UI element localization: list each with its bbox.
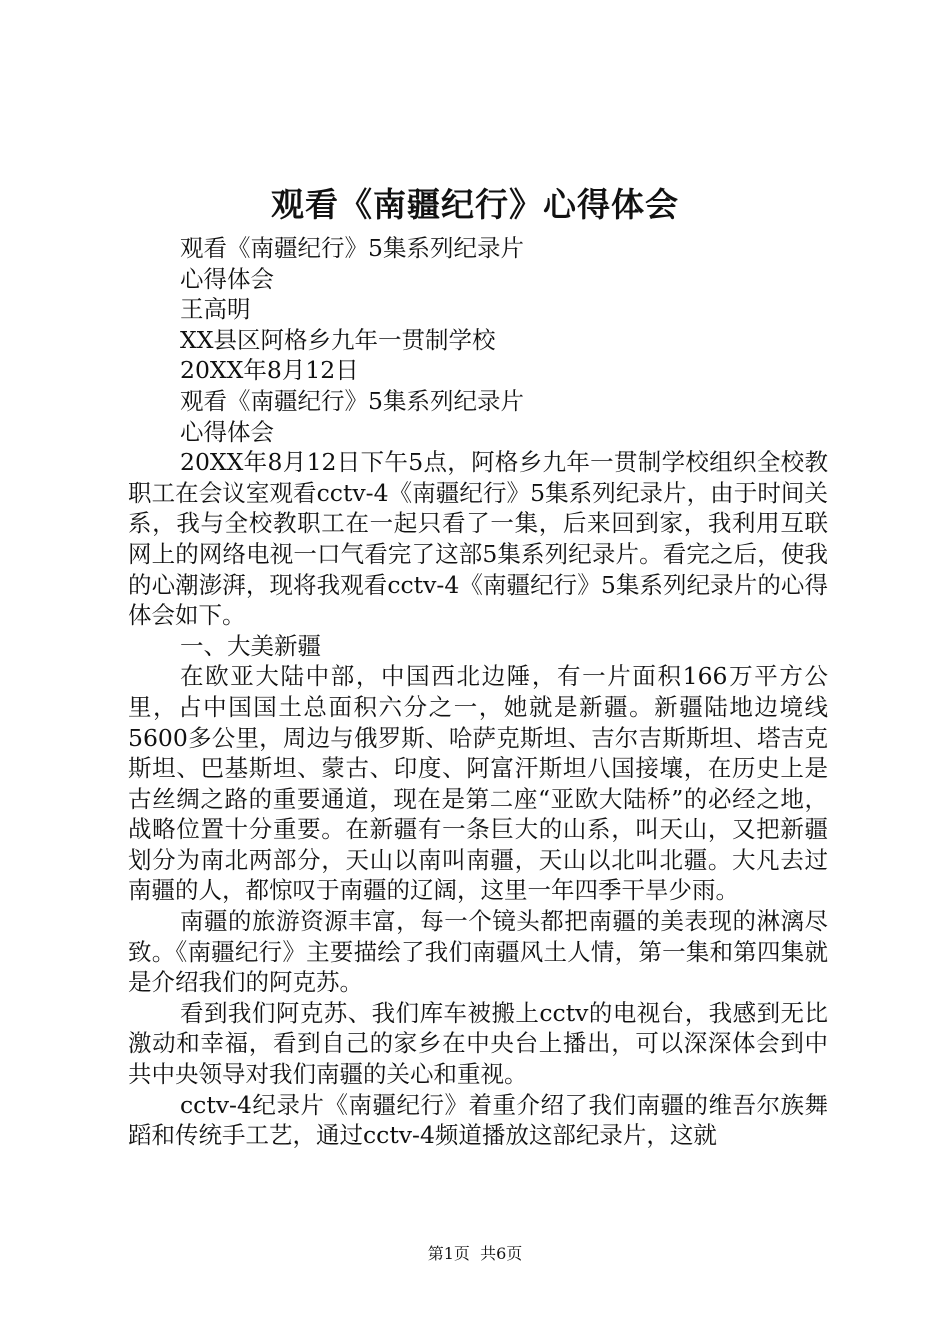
subtitle-line: 心得体会 xyxy=(180,264,274,293)
subtitle-line: 观看《南疆纪行》5集系列纪录片 xyxy=(180,234,524,262)
document-title: 观看《南疆纪行》心得体会 xyxy=(271,185,679,224)
author-line: 王高明 xyxy=(180,295,251,324)
section-heading: 一、大美新疆 xyxy=(180,631,321,660)
body-paragraph: 20XX年8月12日下午5点，阿格乡九年一贯制学校组织全校教职工在会议室观看cctv-4《南疆纪行》5集系列纪录片，由于时间关系，我与全校教职工在一起只看了一集，后来回到家，我利用互联网上的网络电视一口气看完了这部5集系列纪录片。看完之后，使我的心潮澎湃，现将我观看cctv-4《南疆纪行》5集系列纪录片的心得体会如下。 xyxy=(128,448,828,630)
page-number: 第1页 xyxy=(427,1244,470,1263)
school-line: XX县区阿格乡九年一贯制学校 xyxy=(180,325,496,354)
page-total: 共6页 xyxy=(480,1244,523,1263)
body-paragraph: cctv-4纪录片《南疆纪行》着重介绍了我们南疆的维吾尔族舞蹈和传统手工艺，通过cctv-4频道播放这部纪录片，这就 xyxy=(128,1090,828,1150)
subtitle-line: 心得体会 xyxy=(180,417,274,446)
subtitle-line: 观看《南疆纪行》5集系列纪录片 xyxy=(180,386,524,415)
document-body xyxy=(128,233,828,1151)
body-paragraph: 在欧亚大陆中部，中国西北边陲，有一片面积166万平方公里，占中国国土总面积六分之一，她就是新疆。新疆陆地边境线5600多公里，周边与俄罗斯、哈萨克斯坦、吉尔吉斯斯坦、塔吉克斯坦、巴基斯坦、蒙古、印度、阿富汗斯坦八国接壤，在历史上是古丝绸之路的重要通道，现在是第二座“亚欧大陆桥”的必经之地，战略位置十分重要。在新疆有一条巨大的山系，叫天山，又把新疆划分为南北两部分，天山以南叫南疆，天山以北叫北疆。大凡去过南疆的人，都惊叹于南疆的辽阔，这里一年四季干旱少雨。 xyxy=(128,662,828,905)
page-footer xyxy=(0,1244,950,1264)
body-paragraph: 看到我们阿克苏、我们库车被搬上cctv的电视台，我感到无比激动和幸福，看到自己的家乡在中央台上播出，可以深深体会到中共中央领导对我们南疆的关心和重视。 xyxy=(128,998,828,1089)
body-paragraph: 南疆的旅游资源丰富，每一个镜头都把南疆的美表现的淋漓尽致。《南疆纪行》主要描绘了我们南疆风土人情，第一集和第四集就是介绍我们的阿克苏。 xyxy=(128,907,828,997)
date-line: 20XX年8月12日 xyxy=(180,356,359,385)
